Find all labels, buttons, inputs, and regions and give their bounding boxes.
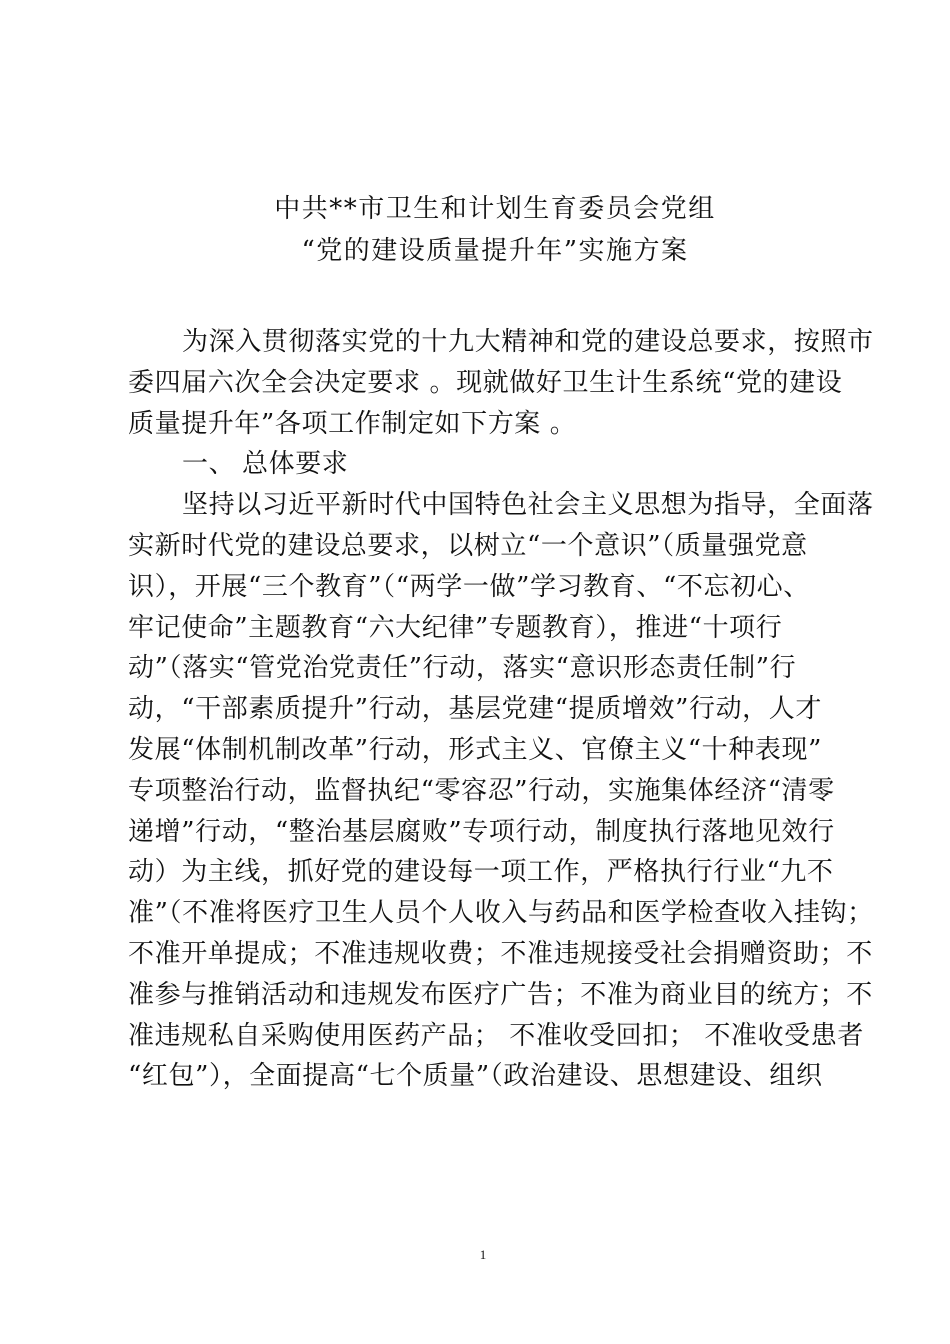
paragraph-line: 准参与推销活动和违规发布医疗广告；不准为商业目的统方；不	[128, 979, 873, 1010]
paragraph-line: 准”（不准将医疗卫生人员个人收入与药品和医学检查收入挂钩；	[128, 898, 874, 929]
intro-line: 为深入贯彻落实党的十九大精神和党的建设总要求，按照市	[182, 327, 874, 357]
title-line-1: 中共**市卫生和计划生育委员会党组	[274, 194, 716, 224]
section-title: 总体要求	[242, 449, 349, 480]
paragraph-line: 坚持以习近平新时代中国特色社会主义思想为指导，全面落	[182, 490, 874, 521]
paragraph-line: 发展“体制机制改革”行动，形式主义、官僚主义“十种表现”	[128, 734, 822, 765]
section-number: 一、	[182, 449, 236, 480]
intro-line: 委四届六次全会决定要求 。现就做好卫生计生系统“党的建设	[128, 367, 843, 398]
paragraph-line: 专项整治行动，监督执纪“零容忍”行动，实施集体经济“清零	[128, 775, 835, 806]
paragraph-line: 动）为主线，抓好党的建设每一项工作，严格执行行业“九不	[128, 857, 834, 888]
section-heading	[128, 444, 838, 485]
title-line-2: “党的建设质量提升年”实施方案	[301, 236, 689, 266]
document-body	[128, 322, 874, 1097]
paragraph-line: 动，“干部素质提升”行动，基层党建“提质增效”行动，人才	[128, 694, 822, 725]
page-number: 1	[479, 1247, 487, 1262]
intro-line: 质量提升年”各项工作制定如下方案 。	[128, 408, 577, 439]
paragraph-line: 递增”行动，“整治基层腐败”专项行动，制度执行落地见效行	[128, 816, 835, 847]
document-title	[0, 188, 950, 272]
paragraph-line: 动”（落实“管党治党责任”行动，落实“意识形态责任制”行	[128, 653, 797, 684]
paragraph-line: 不准开单提成；不准违规收费；不准违规接受社会捐赠资助；不	[128, 938, 873, 969]
paragraph-line: 准违规私自采购使用医药产品； 不准收受回扣； 不准收受患者	[128, 1020, 864, 1051]
paragraph-line: 牢记使命”主题教育“六大纪律”专题教育），推进“十项行	[128, 612, 783, 643]
paragraph-line: “红包”），全面提高“七个质量”（政治建设、思想建设、组织	[128, 1061, 823, 1092]
paragraph-line: 实新时代党的建设总要求，以树立“一个意识”（质量强党意	[128, 530, 808, 561]
paragraph-line: 识），开展“三个教育”（“两学一做”学习教育、“不忘初心、	[128, 571, 810, 602]
